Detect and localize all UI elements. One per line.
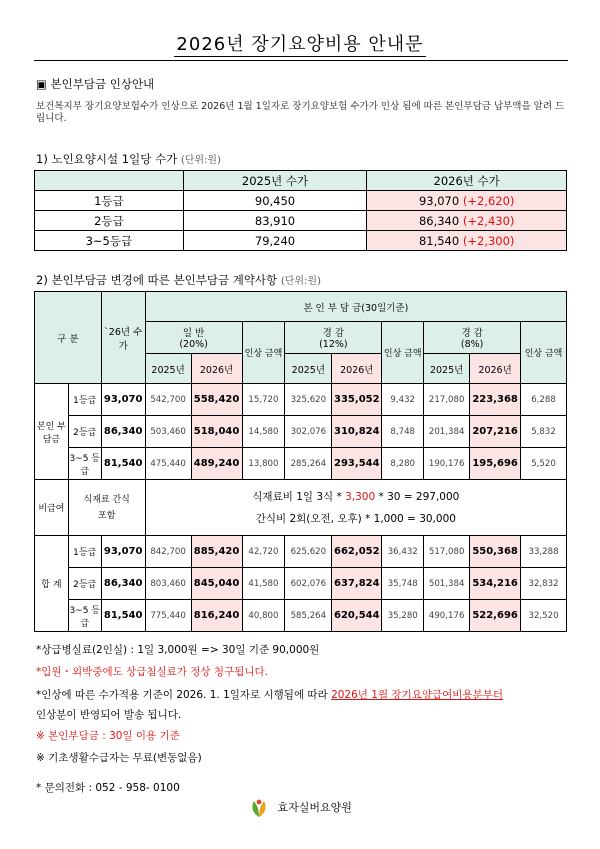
- header-2025: 2025년: [424, 354, 470, 384]
- table-row: [35, 448, 567, 480]
- value-cell: 585,264: [285, 600, 332, 632]
- value-cell: 217,080: [424, 384, 470, 416]
- value-cell: 14,580: [242, 416, 285, 448]
- value-cell: 517,080: [424, 536, 470, 568]
- value-cell: 15,720: [242, 384, 285, 416]
- table-row: [35, 536, 567, 568]
- table2-title: 2) 본인부담금 변경에 따른 본인부담금 계약사항 (단위:원): [36, 273, 321, 287]
- value-cell: 845,040: [191, 568, 242, 600]
- value-cell: 8,280: [382, 448, 424, 480]
- value-cell: 558,420: [191, 384, 242, 416]
- value-cell: 534,216: [470, 568, 521, 600]
- title-divider: [34, 60, 568, 61]
- grade-cell: 2등급: [35, 211, 184, 231]
- fee-2026: 81,540 (+2,300): [367, 231, 567, 251]
- value-cell: 5,832: [521, 416, 567, 448]
- value-cell: 489,240: [191, 448, 242, 480]
- section-heading: ▣ 본인부담금 인상안내: [36, 77, 155, 91]
- header-2026-fee: `26년 수가: [101, 292, 145, 384]
- value-cell: 35,280: [382, 600, 424, 632]
- nonpay-detail: 식재료비 1일 3식 * 3,300 * 30 = 297,000 간식비 2회(오전, 오후) * 1,000 = 30,000: [145, 480, 566, 536]
- fee-2025: 79,240: [183, 231, 367, 251]
- fee-cell: 93,070: [101, 536, 145, 568]
- fee-cell: 86,340: [101, 416, 145, 448]
- table-row: [35, 384, 567, 416]
- value-cell: 335,052: [332, 384, 382, 416]
- value-cell: 503,460: [145, 416, 191, 448]
- value-cell: 33,288: [521, 536, 567, 568]
- value-cell: 637,824: [332, 568, 382, 600]
- value-cell: 6,288: [521, 384, 567, 416]
- header-2026: 2026년: [470, 354, 521, 384]
- value-cell: 522,696: [470, 600, 521, 632]
- value-cell: 518,040: [191, 416, 242, 448]
- fee-table: [34, 170, 567, 251]
- value-cell: 8,748: [382, 416, 424, 448]
- grade-cell: 1등급: [68, 536, 101, 568]
- value-cell: 885,420: [191, 536, 242, 568]
- value-cell: 32,832: [521, 568, 567, 600]
- value-cell: 195,696: [470, 448, 521, 480]
- value-cell: 13,800: [242, 448, 285, 480]
- value-cell: 803,460: [145, 568, 191, 600]
- fee-2025: 90,450: [183, 191, 367, 211]
- note-free: ※ 기초생활수급자는 무료(변동없음): [36, 752, 202, 764]
- value-cell: 302,076: [285, 416, 332, 448]
- value-cell: 190,176: [424, 448, 470, 480]
- value-cell: 490,176: [424, 600, 470, 632]
- fee-cell: 93,070: [101, 384, 145, 416]
- value-cell: 207,216: [470, 416, 521, 448]
- value-cell: 842,700: [145, 536, 191, 568]
- header-increase-reduce8: 인상 금액: [521, 322, 567, 384]
- table-row: [35, 231, 567, 251]
- grade-cell: 3~5등급: [35, 231, 184, 251]
- header-reduce12: 경 감 (12%): [285, 322, 382, 354]
- nonpay-row: [35, 480, 567, 536]
- table-row: [35, 568, 567, 600]
- value-cell: 310,824: [332, 416, 382, 448]
- value-cell: 620,544: [332, 600, 382, 632]
- value-cell: 32,520: [521, 600, 567, 632]
- value-cell: 293,544: [332, 448, 382, 480]
- header-2026: 2026년: [332, 354, 382, 384]
- value-cell: 201,384: [424, 416, 470, 448]
- page-title: 2026년 장기요양비용 안내문: [176, 34, 424, 55]
- table1-title: 1) 노인요양시설 1일당 수가 (단위:원): [36, 152, 221, 166]
- value-cell: 816,240: [191, 600, 242, 632]
- note-30day: ※ 본인부담금 : 30일 이용 기준: [36, 730, 180, 742]
- fee-2025: 83,910: [183, 211, 367, 231]
- value-cell: 35,748: [382, 568, 424, 600]
- grade-cell: 3~5 등급: [68, 600, 101, 632]
- header-reduce8: 경 감 (8%): [424, 322, 521, 354]
- value-cell: 9,432: [382, 384, 424, 416]
- facility-name: 효자실버요양원: [277, 801, 352, 814]
- note-stay-charge: *입원・외박중에도 상급침실료가 정상 청구됩니다.: [36, 666, 268, 678]
- intro-text: 보건복지부 장기요양보험수가 인상으로 2026년 1월 1일자로 장기요양보험 수가가 인상 됨에 따른 본인부담금 납부액을 알려 드립니다.: [36, 101, 565, 124]
- table-row: [35, 211, 567, 231]
- grade-cell: 2등급: [68, 568, 101, 600]
- value-cell: 662,052: [332, 536, 382, 568]
- value-cell: 285,264: [285, 448, 332, 480]
- notes: [36, 639, 576, 799]
- grade-cell: 1등급: [68, 384, 101, 416]
- header-2025: 2025년: [285, 354, 332, 384]
- header-2026: 2026년: [191, 354, 242, 384]
- header-2025: 2025년: [145, 354, 191, 384]
- value-cell: 475,440: [145, 448, 191, 480]
- group-self-pay: 본인 부담금: [35, 384, 69, 480]
- copay-table: [34, 291, 567, 632]
- grade-cell: 3~5 등급: [68, 448, 101, 480]
- header-increase-reduce12: 인상 금액: [382, 322, 424, 384]
- header-copay-main: 본 인 부 담 금(30일기준): [145, 292, 566, 322]
- value-cell: 602,076: [285, 568, 332, 600]
- fee-header-2026: 2026년 수가: [367, 171, 567, 191]
- header-gubun: 구 분: [35, 292, 102, 384]
- value-cell: 775,440: [145, 600, 191, 632]
- value-cell: 40,800: [242, 600, 285, 632]
- fee-2026: 86,340 (+2,430): [367, 211, 567, 231]
- fee-header-2025: 2025년 수가: [183, 171, 367, 191]
- header-increase-general: 인상 금액: [242, 322, 285, 384]
- table-row: [35, 600, 567, 632]
- header-general: 일 반 (20%): [145, 322, 242, 354]
- group-total: 합 계: [35, 536, 69, 632]
- fee-cell: 81,540: [101, 448, 145, 480]
- group-nonpay: 비급여: [35, 480, 69, 536]
- value-cell: 41,580: [242, 568, 285, 600]
- note-apply-date: *인상에 따른 수가적용 기준이 2026. 1. 1일자로 시행됨에 따라 2026년 1월 장기요양급여비용분부터 인상분이 반영되어 발송 됩니다.: [36, 689, 503, 721]
- value-cell: 542,700: [145, 384, 191, 416]
- value-cell: 42,720: [242, 536, 285, 568]
- value-cell: 550,368: [470, 536, 521, 568]
- facility-logo: [0, 797, 600, 819]
- grade-cell: 1등급: [35, 191, 184, 211]
- table-row: [35, 416, 567, 448]
- nonpay-items: 식재료 간식 포함: [68, 480, 145, 536]
- value-cell: 5,520: [521, 448, 567, 480]
- fee-header-blank: [35, 171, 184, 191]
- table-row: [35, 191, 567, 211]
- value-cell: 36,432: [382, 536, 424, 568]
- value-cell: 223,368: [470, 384, 521, 416]
- value-cell: 501,384: [424, 568, 470, 600]
- fee-cell: 81,540: [101, 600, 145, 632]
- note-phone: * 문의전화 : 052 - 958- 0100: [36, 782, 180, 794]
- fee-cell: 86,340: [101, 568, 145, 600]
- fee-2026: 93,070 (+2,620): [367, 191, 567, 211]
- note-room-fee: *상급병실료(2인실) : 1일 3,000원 => 30일 기준 90,000원: [36, 644, 320, 656]
- value-cell: 625,620: [285, 536, 332, 568]
- leaf-logo-icon: [248, 797, 270, 819]
- value-cell: 325,620: [285, 384, 332, 416]
- grade-cell: 2등급: [68, 416, 101, 448]
